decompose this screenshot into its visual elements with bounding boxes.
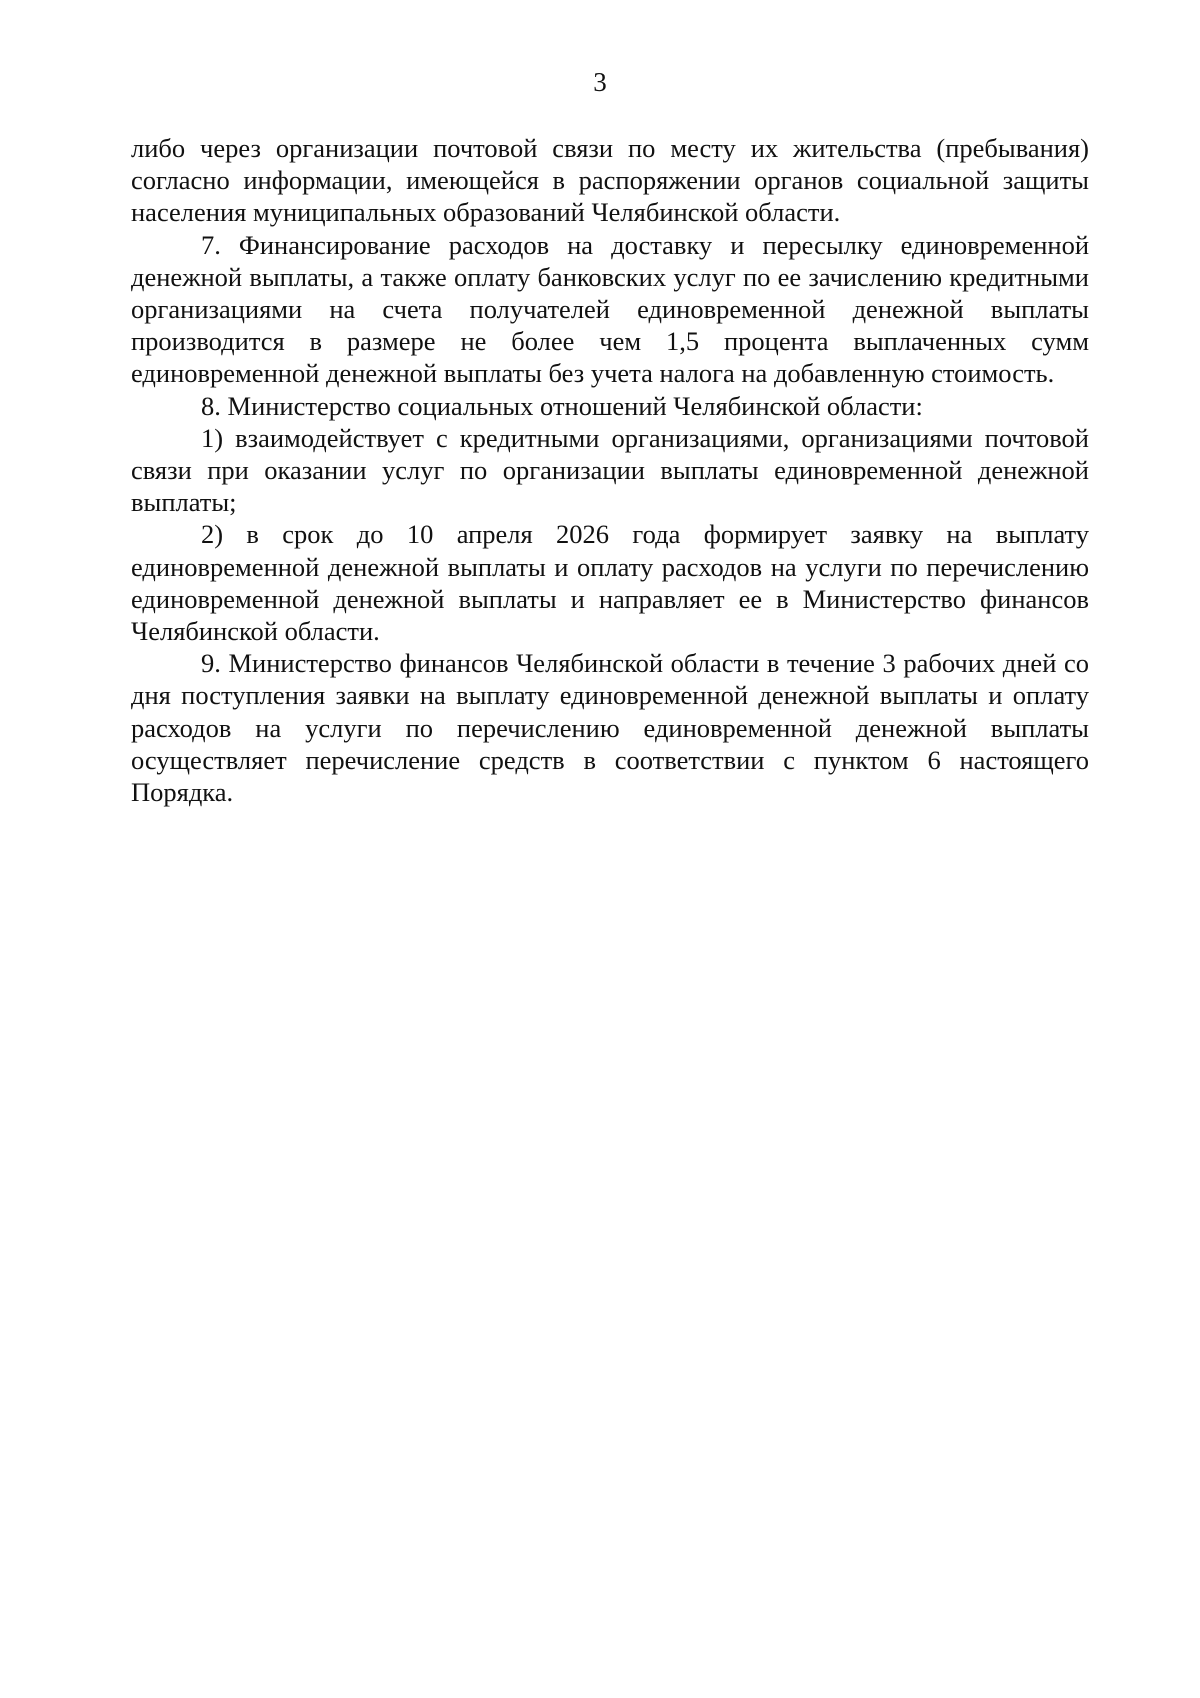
paragraph-continuation: либо через организации почтовой связи по месту их жительства (пребывания) согласно информации, имеющейся в распоряжении органов социальной защиты населения муниципальных образований Челябинской области. [131,133,1089,228]
paragraph-item-8: 8. Министерство социальных отношений Челябинской области: [201,390,923,421]
paragraph-item-7: 7. Финансирование расходов на доставку и пересылку единовременной денежной выплаты, а также оплату банковских услуг по ее зачислению кредитными организациями на счета получателей единовременной денежной выплаты производится в размере не более чем 1,5 процента выплаченных сумм единовременной денежной выплаты без учета налога на добавленную стоимость. [131,229,1089,389]
paragraph-item-8-1: 1) взаимодействует с кредитными организациями, организациями почтовой связи при оказании услуг по организации выплаты единовременной денежной выплаты; [131,422,1089,518]
paragraph-item-9: 9. Министерство финансов Челябинской области в течение 3 рабочих дней со дня поступления заявки на выплату единовременной денежной выплаты и оплату расходов на услуги по перечислению единовременной денежной выплаты осуществляет перечисление средств в соответствии с пунктом 6 настоящего Порядка. [131,648,1089,808]
page-number: 3 [593,67,607,97]
paragraph-item-8-2: 2) в срок до 10 апреля 2026 года формирует заявку на выплату единовременной денежной выплаты и оплату расходов на услуги по перечислению единовременной денежной выплаты и направляет ее в Министерство финансов Челябинской области. [131,519,1089,647]
document-body [131,132,1089,808]
